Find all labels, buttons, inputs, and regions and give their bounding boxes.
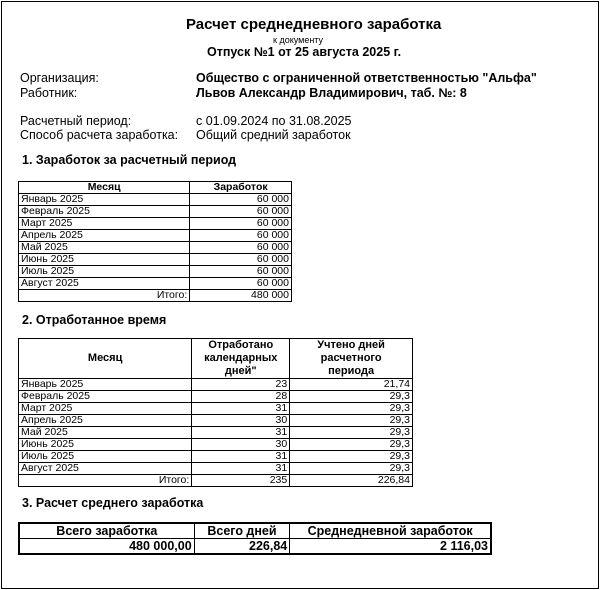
method-label: Способ расчета заработка: bbox=[20, 128, 179, 142]
earnings-month: Февраль 2025 bbox=[19, 206, 190, 218]
worked-days: 31 bbox=[192, 451, 290, 463]
earnings-month: Июнь 2025 bbox=[19, 254, 190, 266]
earnings-header-month: Месяц bbox=[19, 182, 190, 194]
worked-month: Август 2025 bbox=[19, 463, 192, 475]
worked-days: 30 bbox=[192, 415, 290, 427]
employee-value: Львов Александр Владимирович, таб. №: 8 bbox=[196, 86, 467, 100]
earnings-month: Июль 2025 bbox=[19, 266, 190, 278]
table-row bbox=[19, 427, 413, 439]
table-row bbox=[19, 415, 413, 427]
counted-days: 29,3 bbox=[290, 463, 413, 475]
worked-time-table bbox=[18, 338, 413, 487]
earnings-amount: 60 000 bbox=[190, 218, 292, 230]
avg-header-total-earnings: Всего заработка bbox=[19, 523, 194, 539]
page-title: Расчет среднедневного заработка bbox=[186, 16, 442, 33]
period-value: с 01.09.2024 по 31.08.2025 bbox=[196, 114, 352, 128]
section1-title: 1. Заработок за расчетный период bbox=[22, 153, 237, 167]
avg-total-earnings: 480 000,00 bbox=[19, 539, 194, 555]
earnings-month: Март 2025 bbox=[19, 218, 190, 230]
worked-month: Июль 2025 bbox=[19, 451, 192, 463]
worked-days: 31 bbox=[192, 427, 290, 439]
earnings-month: Апрель 2025 bbox=[19, 230, 190, 242]
counted-days: 29,3 bbox=[290, 451, 413, 463]
avg-header-daily: Среднедневной заработок bbox=[290, 523, 491, 539]
earnings-amount: 60 000 bbox=[190, 278, 292, 290]
worked-header-counted: Учтено дней расчетного периода bbox=[290, 339, 413, 379]
earnings-month: Май 2025 bbox=[19, 242, 190, 254]
table-row bbox=[19, 463, 413, 475]
table-row bbox=[19, 218, 292, 230]
table-row bbox=[19, 194, 292, 206]
section2-title: 2. Отработанное время bbox=[22, 313, 167, 327]
counted-days: 29,3 bbox=[290, 439, 413, 451]
earnings-total-row bbox=[19, 290, 292, 302]
worked-month: Июнь 2025 bbox=[19, 439, 192, 451]
worked-month: Апрель 2025 bbox=[19, 415, 192, 427]
table-row bbox=[19, 451, 413, 463]
earnings-amount: 60 000 bbox=[190, 230, 292, 242]
worked-days: 28 bbox=[192, 391, 290, 403]
earnings-amount: 60 000 bbox=[190, 266, 292, 278]
counted-total-days: 226,84 bbox=[290, 475, 413, 487]
doc-reference: Отпуск №1 от 25 августа 2025 г. bbox=[207, 45, 402, 59]
avg-total-days: 226,84 bbox=[194, 539, 290, 555]
counted-days: 29,3 bbox=[290, 403, 413, 415]
earnings-header-amount: Заработок bbox=[190, 182, 292, 194]
employee-label: Работник: bbox=[20, 86, 78, 100]
table-row bbox=[19, 278, 292, 290]
org-value: Общество с ограниченной ответственностью "Альфа" bbox=[196, 71, 537, 85]
table-row bbox=[19, 230, 292, 242]
worked-header-days: Отработано календарных дней" bbox=[192, 339, 290, 379]
section3-title: 3. Расчет среднего заработка bbox=[22, 496, 204, 510]
worked-days: 31 bbox=[192, 463, 290, 475]
table-row bbox=[19, 379, 413, 391]
worked-total-days: 235 bbox=[192, 475, 290, 487]
earnings-amount: 60 000 bbox=[190, 254, 292, 266]
worked-month: Май 2025 bbox=[19, 427, 192, 439]
counted-days: 29,3 bbox=[290, 415, 413, 427]
earnings-total-label: Итого: bbox=[19, 290, 190, 302]
worked-total-row bbox=[19, 475, 413, 487]
worked-header-month: Месяц bbox=[19, 339, 192, 379]
table-row bbox=[19, 206, 292, 218]
table-row bbox=[19, 242, 292, 254]
counted-days: 29,3 bbox=[290, 391, 413, 403]
earnings-month: Январь 2025 bbox=[19, 194, 190, 206]
earnings-amount: 60 000 bbox=[190, 242, 292, 254]
worked-month: Март 2025 bbox=[19, 403, 192, 415]
counted-days: 29,3 bbox=[290, 427, 413, 439]
table-row bbox=[19, 254, 292, 266]
worked-total-label: Итого: bbox=[19, 475, 192, 487]
avg-daily-value: 2 116,03 bbox=[290, 539, 491, 555]
worked-days: 30 bbox=[192, 439, 290, 451]
average-earnings-table bbox=[18, 522, 492, 555]
earnings-total-value: 480 000 bbox=[190, 290, 292, 302]
worked-month: Январь 2025 bbox=[19, 379, 192, 391]
worked-days: 31 bbox=[192, 403, 290, 415]
doc-caption: к документу bbox=[273, 35, 324, 45]
worked-month: Февраль 2025 bbox=[19, 391, 192, 403]
earnings-month: Август 2025 bbox=[19, 278, 190, 290]
method-value: Общий средний заработок bbox=[196, 128, 351, 142]
avg-header-total-days: Всего дней bbox=[194, 523, 290, 539]
table-row bbox=[19, 266, 292, 278]
earnings-table bbox=[18, 181, 292, 302]
worked-days: 23 bbox=[192, 379, 290, 391]
table-row bbox=[19, 391, 413, 403]
period-label: Расчетный период: bbox=[20, 114, 132, 128]
counted-days: 21,74 bbox=[290, 379, 413, 391]
table-row bbox=[19, 403, 413, 415]
earnings-amount: 60 000 bbox=[190, 206, 292, 218]
earnings-amount: 60 000 bbox=[190, 194, 292, 206]
table-row bbox=[19, 439, 413, 451]
org-label: Организация: bbox=[20, 71, 99, 85]
